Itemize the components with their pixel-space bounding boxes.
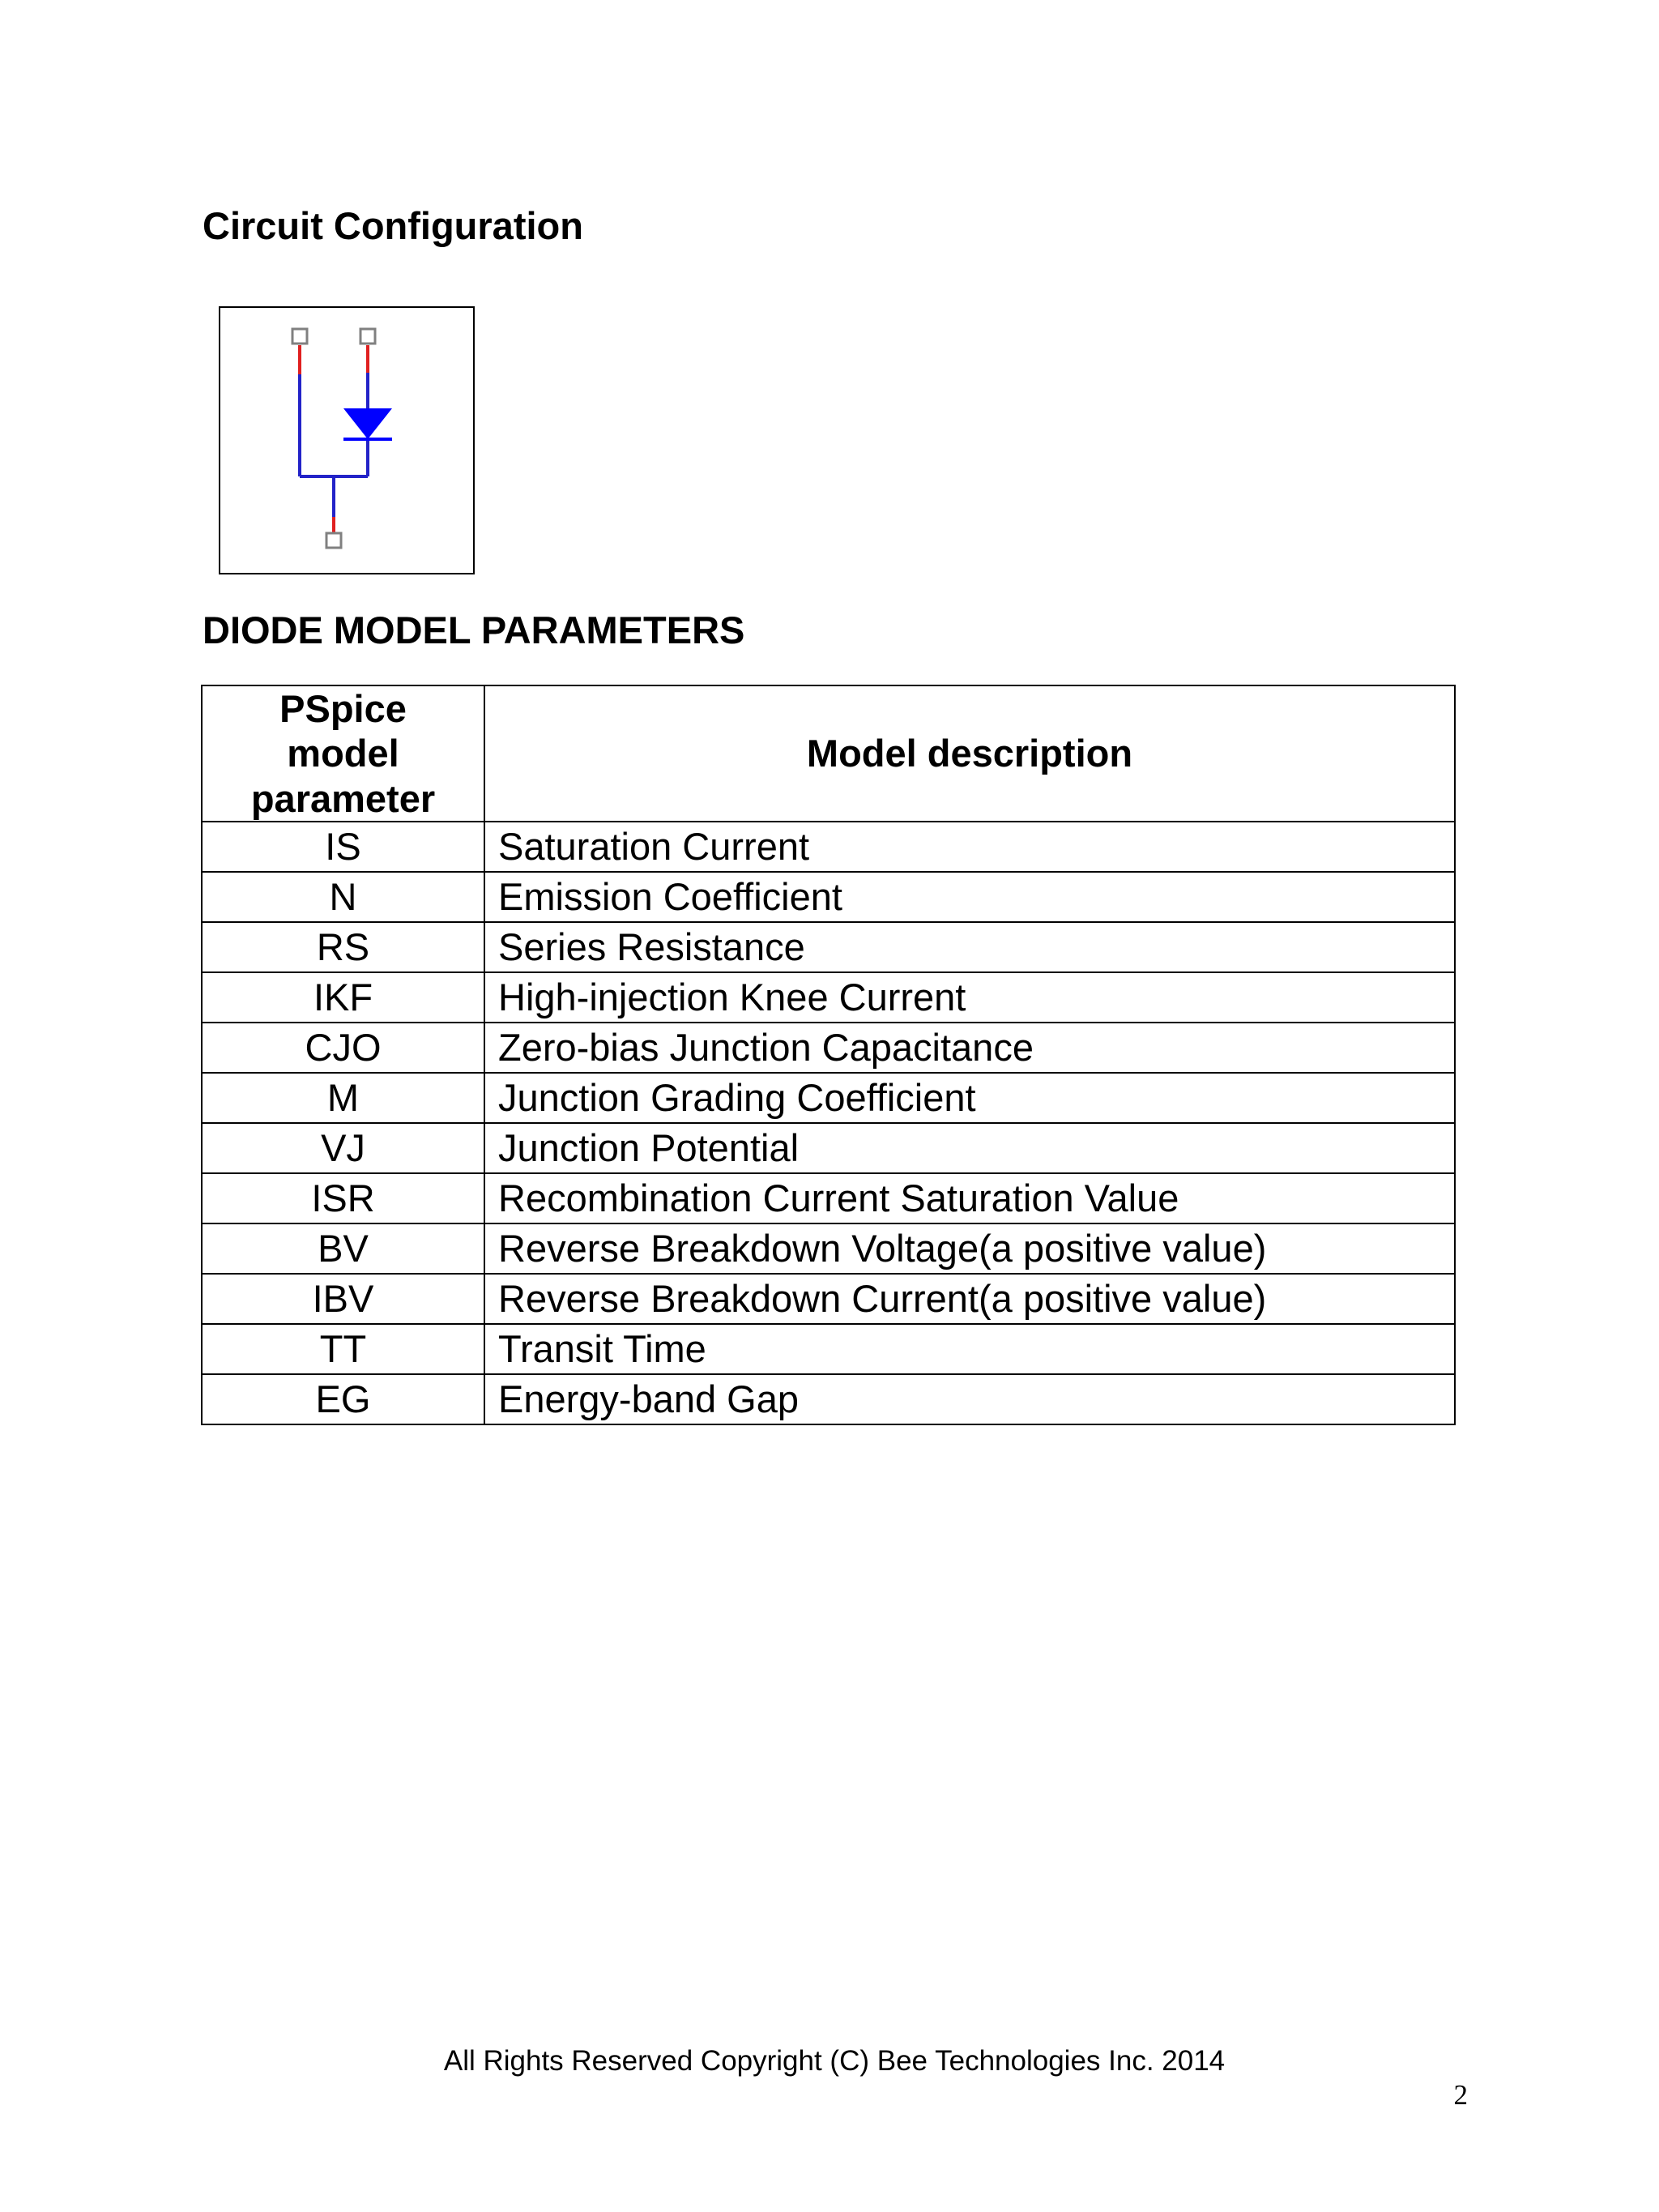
param-description-cell: Reverse Breakdown Voltage(a positive value): [484, 1223, 1455, 1274]
param-description-cell: High-injection Knee Current: [484, 972, 1455, 1023]
param-name-cell: EG: [202, 1374, 484, 1424]
diode-triangle: [343, 408, 392, 439]
table-row: [202, 972, 1455, 1023]
table-row: [202, 922, 1455, 972]
param-description-cell: Junction Potential: [484, 1123, 1455, 1173]
table-row: [202, 1274, 1455, 1324]
param-description-cell: Junction Grading Coefficient: [484, 1073, 1455, 1123]
table-row: [202, 1223, 1455, 1274]
table-row: [202, 1073, 1455, 1123]
param-name-cell: IBV: [202, 1274, 484, 1324]
param-description-cell: Reverse Breakdown Current(a positive value): [484, 1274, 1455, 1324]
footer-copyright: All Rights Reserved Copyright (C) Bee Technologies Inc. 2014: [443, 2045, 1226, 2077]
table-row: [202, 1123, 1455, 1173]
header-pspice-param-text: PSpice model parameter: [250, 687, 436, 820]
table-row: [202, 1173, 1455, 1223]
param-name-cell: M: [202, 1073, 484, 1123]
param-description-cell: Recombination Current Saturation Value: [484, 1173, 1455, 1223]
param-description-cell: Transit Time: [484, 1324, 1455, 1374]
table-row: [202, 822, 1455, 872]
param-description-cell: Zero-bias Junction Capacitance: [484, 1023, 1455, 1073]
param-description-cell: Energy-band Gap: [484, 1374, 1455, 1424]
param-name-cell: ISR: [202, 1173, 484, 1223]
diode-symbol-icon: [220, 308, 473, 573]
param-description-cell: Emission Coefficient: [484, 872, 1455, 922]
param-name-cell: VJ: [202, 1123, 484, 1173]
param-description-cell: Saturation Current: [484, 822, 1455, 872]
circuit-configuration-heading: Circuit Configuration: [203, 204, 583, 247]
param-description-cell: Series Resistance: [484, 922, 1455, 972]
circuit-diagram: [219, 306, 475, 574]
table-row: [202, 1374, 1455, 1424]
param-name-cell: RS: [202, 922, 484, 972]
table-header-row: [202, 685, 1455, 822]
param-name-cell: IS: [202, 822, 484, 872]
pin-right: [360, 329, 375, 344]
page-number: 2: [1453, 2079, 1468, 2111]
param-name-cell: N: [202, 872, 484, 922]
param-name-cell: TT: [202, 1324, 484, 1374]
table-row: [202, 872, 1455, 922]
table-row: [202, 1023, 1455, 1073]
param-name-cell: IKF: [202, 972, 484, 1023]
parameter-table: [201, 685, 1456, 1425]
param-name-cell: BV: [202, 1223, 484, 1274]
diode-model-parameters-heading: DIODE MODEL PARAMETERS: [203, 609, 745, 651]
param-name-cell: CJO: [202, 1023, 484, 1073]
pin-left: [292, 329, 307, 344]
header-model-description: Model description: [484, 685, 1455, 822]
header-pspice-param: [202, 685, 484, 822]
table-row: [202, 1324, 1455, 1374]
pin-bottom: [326, 533, 341, 548]
